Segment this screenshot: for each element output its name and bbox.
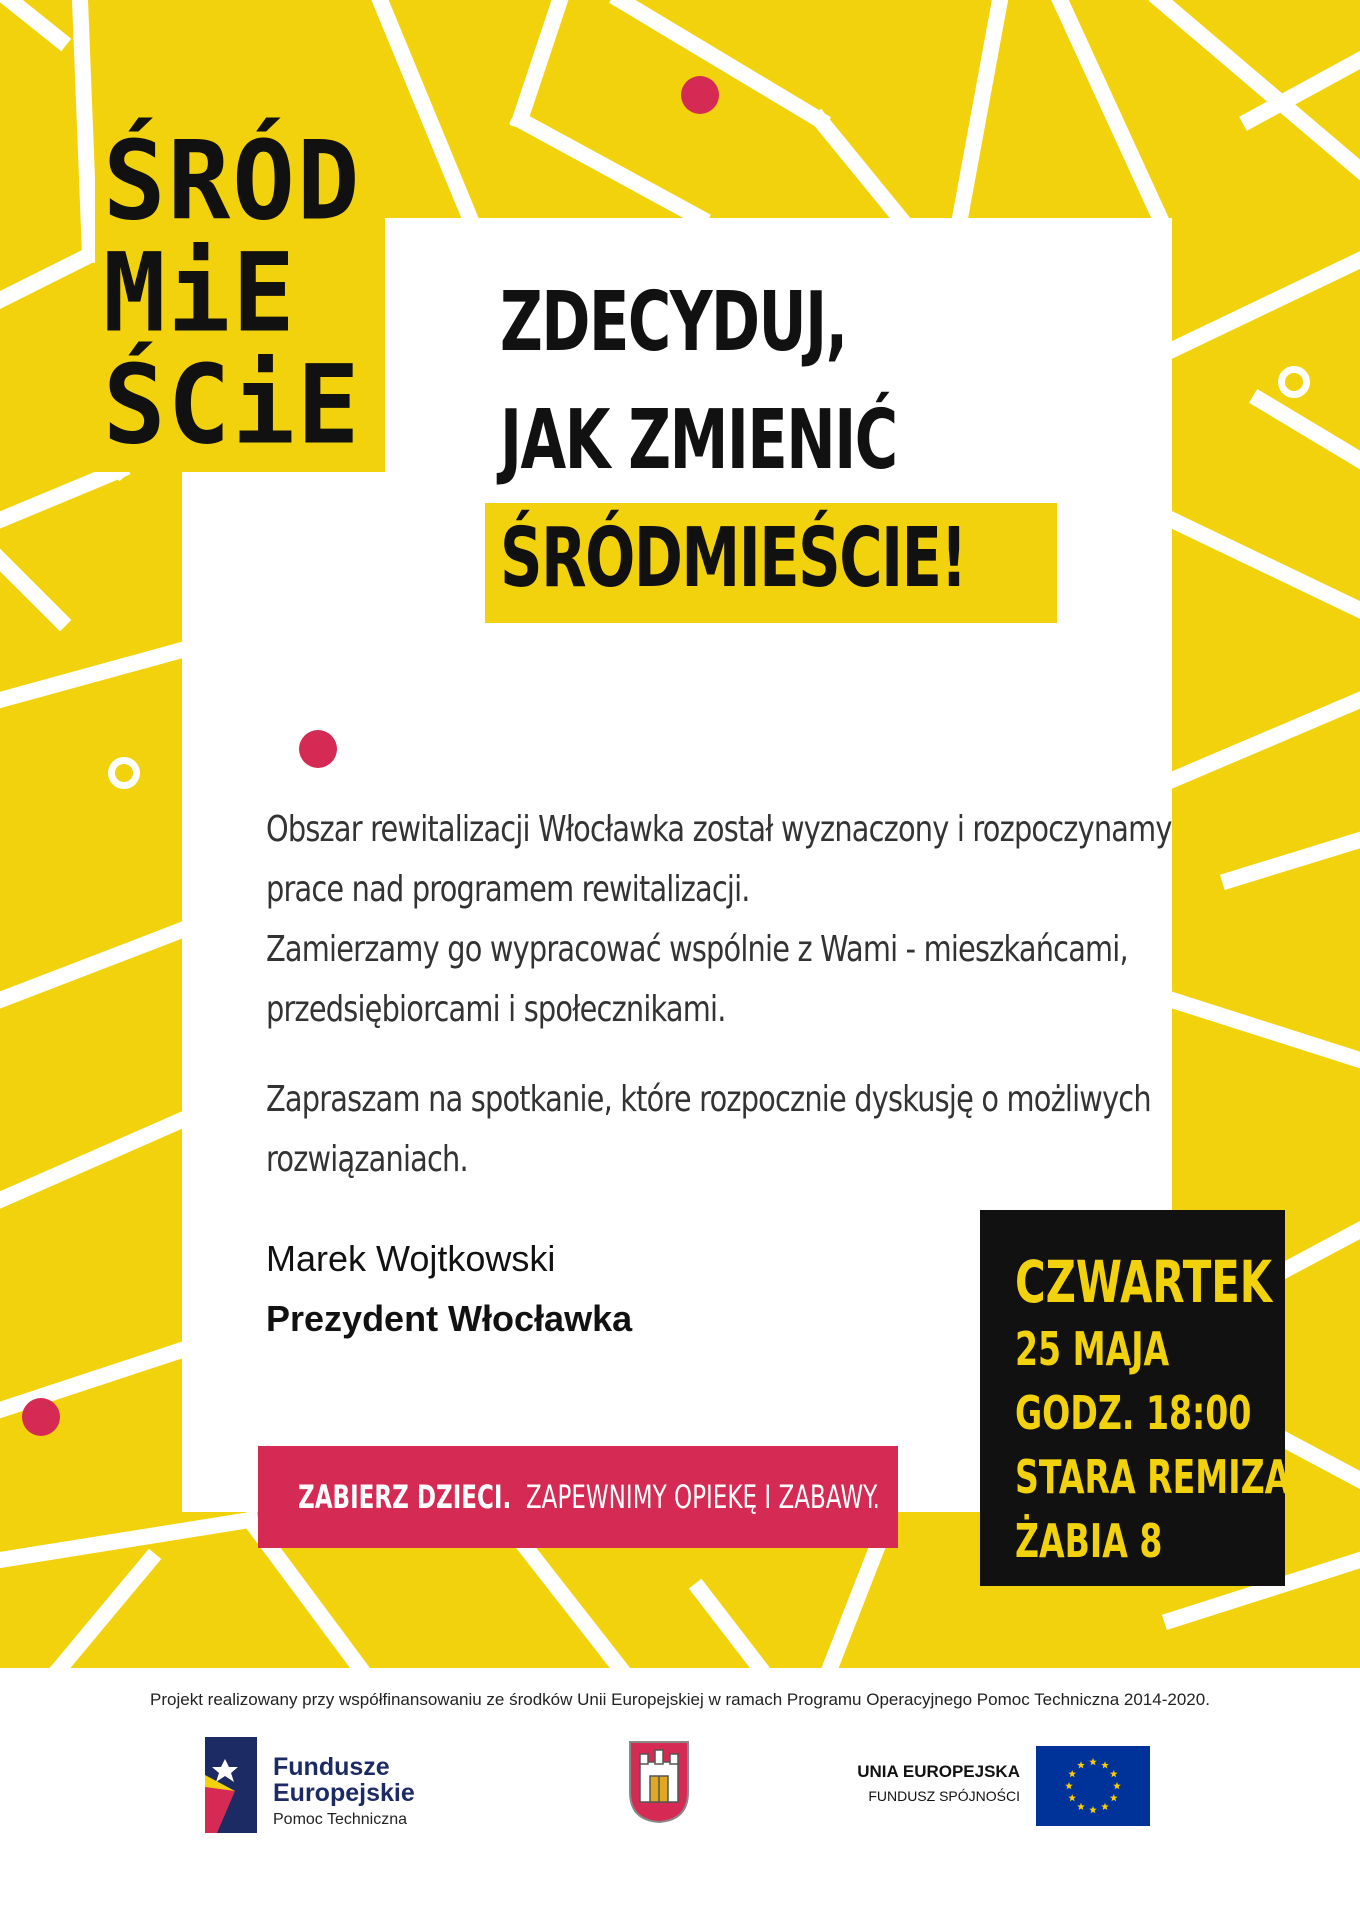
banner-bold: ZABIERZ DZIECI. (298, 1478, 512, 1516)
event-address: ŻABIA 8 (1015, 1514, 1163, 1568)
headline-line: JAK ZMIENIĆ (500, 393, 897, 488)
logo-line: MiE (103, 228, 297, 357)
wloclawek-crest-icon (628, 1740, 690, 1824)
funding-note: Projekt realizowany przy współfinansowaniu ze środków Unii Europejskiej w ramach Programu Operacyjnego Pomoc Techniczna 2014-2020. (150, 1690, 1210, 1709)
decor-dot (22, 1398, 60, 1436)
fe-line1: Fundusze (273, 1753, 390, 1781)
srodmiescie-logo (95, 112, 385, 472)
eu-label (840, 1762, 1020, 1804)
event-place: STARA REMIZA (1015, 1450, 1291, 1504)
fe-line2: Europejskie (273, 1779, 415, 1807)
body-line: przedsiębiorcami i społecznikami. (266, 989, 726, 1030)
event-day: CZWARTEK (1015, 1248, 1273, 1316)
banner-text (298, 1478, 880, 1516)
decor-ring (1278, 366, 1310, 398)
decor-dot (299, 730, 337, 768)
logo-line: ŚCiE (103, 340, 362, 469)
body-line: rozwiązaniach. (266, 1139, 468, 1180)
eu-line2: FUNDUSZ SPÓJNOŚCI (868, 1788, 1020, 1804)
fe-flag-icon (205, 1737, 257, 1833)
banner-rest: ZAPEWNIMY OPIEKĘ I ZABAWY. (525, 1478, 880, 1516)
children-care-banner (258, 1446, 898, 1548)
body-line: Obszar rewitalizacji Włocławka został wyznaczony i rozpoczynamy (266, 809, 1172, 850)
decor-ring (108, 757, 140, 789)
body-line: Zamierzamy go wypracować wspólnie z Wami - mieszkańcami, (266, 929, 1128, 970)
fe-line3: Pomoc Techniczna (273, 1811, 407, 1828)
headline-line: ŚRÓDMIEŚCIE! (500, 511, 967, 606)
event-time: GODZ. 18:00 (1015, 1386, 1252, 1440)
decor-dot (681, 76, 719, 114)
signature-title: Prezydent Włocławka (266, 1298, 633, 1339)
signature-name: Marek Wojtkowski (266, 1238, 556, 1279)
fundusze-europejskie-logo (205, 1735, 505, 1835)
body-line: Zapraszam na spotkanie, które rozpocznie dyskusję o możliwych (266, 1079, 1151, 1120)
logo-line: ŚRÓD (103, 116, 362, 245)
body-line: prace nad programem rewitalizacji. (266, 869, 750, 910)
headline-line: ZDECYDUJ, (500, 275, 847, 370)
eu-line1: UNIA EUROPEJSKA (857, 1762, 1020, 1781)
eu-flag-icon (1036, 1746, 1150, 1826)
event-date: 25 MAJA (1015, 1322, 1170, 1376)
event-info-box (980, 1210, 1291, 1586)
